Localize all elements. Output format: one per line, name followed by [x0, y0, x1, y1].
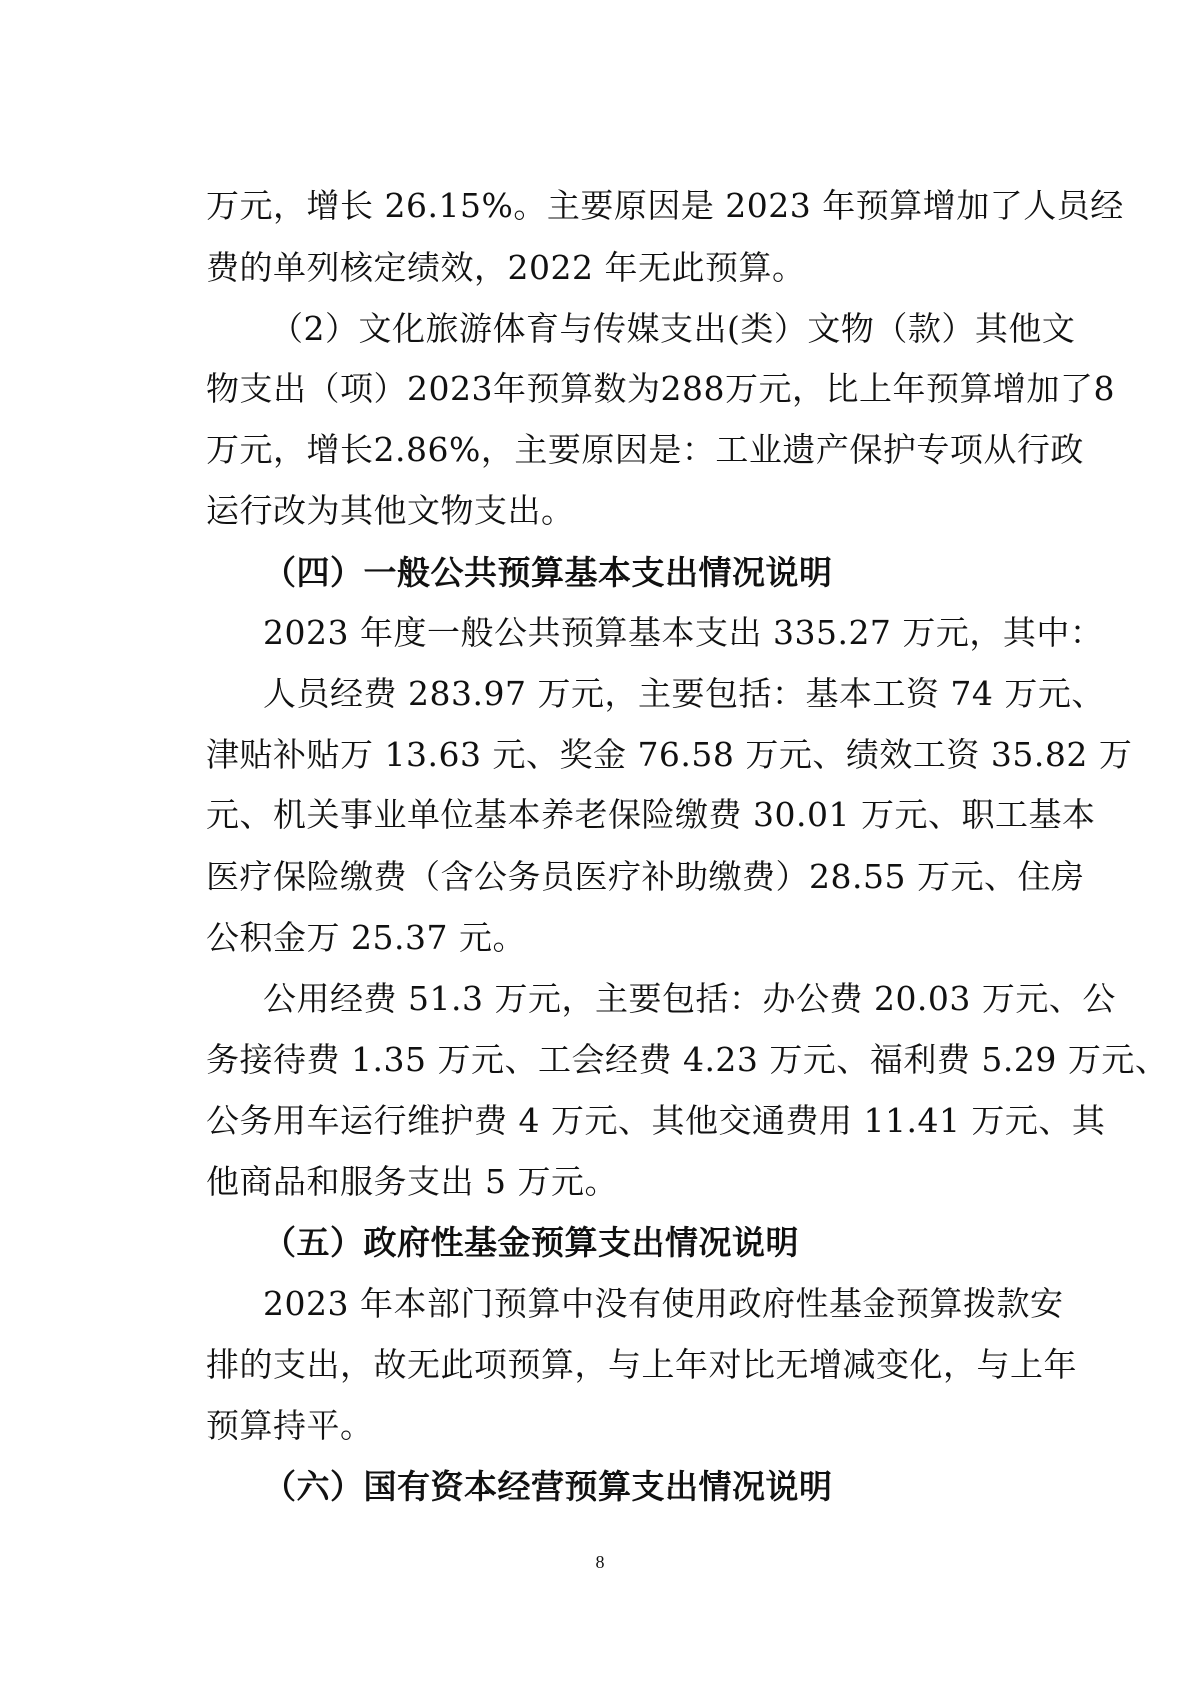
text-line: 预算持平。 — [206, 1406, 374, 1445]
text-line: 公务用车运行维护费 4 万元、其他交通费用 11.41 万元、其 — [206, 1101, 1106, 1140]
section-heading: （六）国有资本经营预算支出情况说明 — [263, 1467, 833, 1506]
text-line: （2）文化旅游体育与传媒支出(类）文物（款）其他文 — [270, 309, 1076, 348]
text-line: 元、机关事业单位基本养老保险缴费 30.01 万元、职工基本 — [206, 795, 1096, 834]
text-line: 务接待费 1.35 万元、工会经费 4.23 万元、福利费 5.29 万元、 — [206, 1040, 1169, 1079]
text-line: 他商品和服务支出 5 万元。 — [206, 1162, 618, 1201]
text-line: 医疗保险缴费（含公务员医疗补助缴费）28.55 万元、住房 — [206, 857, 1085, 896]
text-line: 人员经费 283.97 万元，主要包括：基本工资 74 万元、 — [263, 674, 1105, 713]
text-line: 物支出（项）2023年预算数为288万元，比上年预算增加了8 — [206, 369, 1115, 408]
section-heading: （四）一般公共预算基本支出情况说明 — [263, 553, 833, 592]
text-line: 公用经费 51.3 万元，主要包括：办公费 20.03 万元、公 — [263, 979, 1116, 1018]
page-number: 8 — [595, 1552, 605, 1572]
text-line: 万元，增长 26.15%。主要原因是 2023 年预算增加了人员经 — [206, 186, 1124, 225]
text-line: 运行改为其他文物支出。 — [206, 491, 575, 530]
text-line: 万元，增长2.86%，主要原因是：工业遗产保护专项从行政 — [206, 430, 1084, 469]
text-line: 排的支出，故无此项预算，与上年对比无增减变化，与上年 — [206, 1345, 1077, 1384]
text-line: 津贴补贴万 13.63 元、奖金 76.58 万元、绩效工资 35.82 万 — [206, 735, 1133, 774]
text-line: 公积金万 25.37 元。 — [206, 918, 526, 957]
text-line: 2023 年度一般公共预算基本支出 335.27 万元，其中： — [263, 613, 1104, 652]
text-line: 费的单列核定绩效，2022 年无此预算。 — [206, 248, 806, 287]
section-heading: （五）政府性基金预算支出情况说明 — [263, 1223, 799, 1262]
text-line: 2023 年本部门预算中没有使用政府性基金预算拨款安 — [263, 1284, 1064, 1323]
